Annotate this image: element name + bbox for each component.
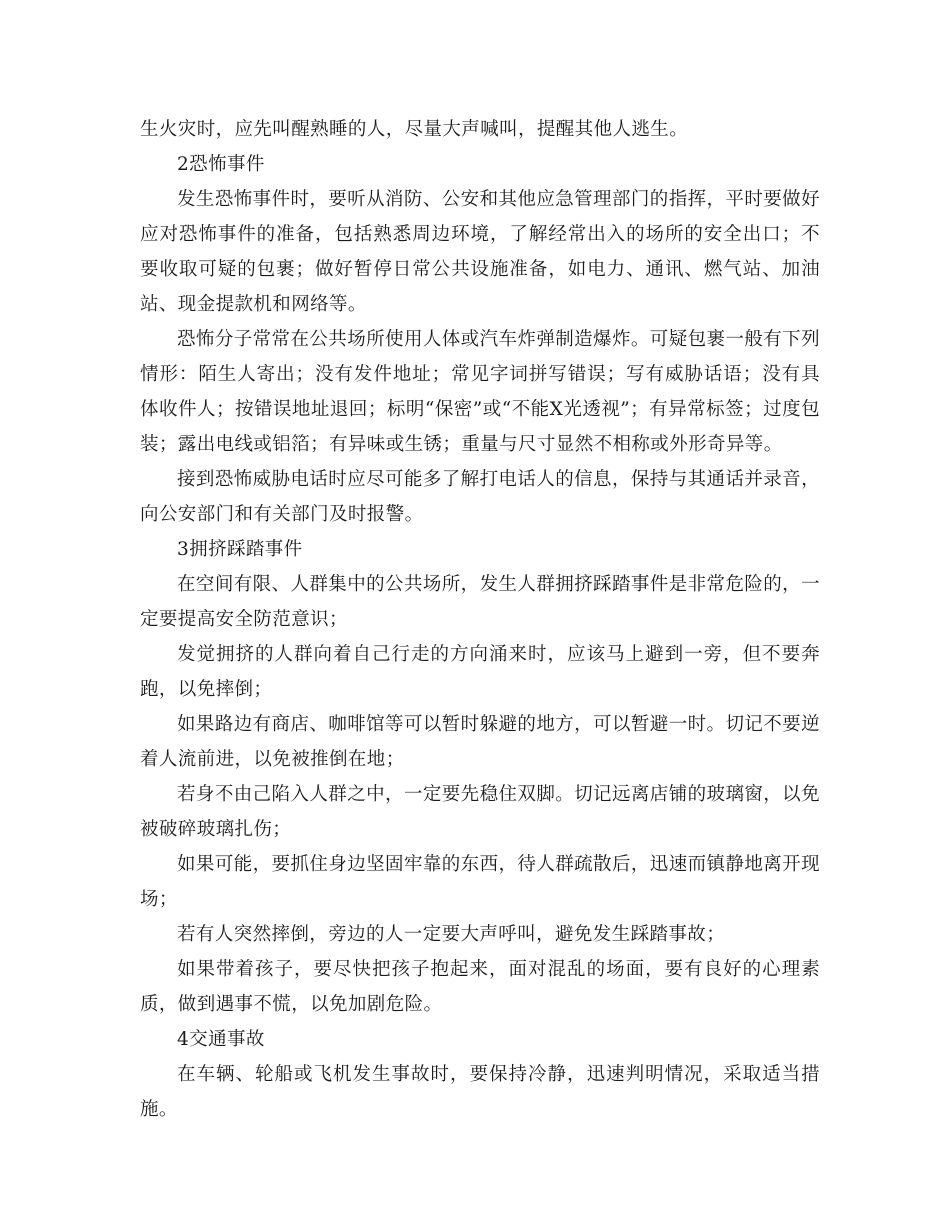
paragraph-traffic-calm: 在车辆、轮船或飞机发生事故时，要保持冷静，迅速判明情况，采取适当措施。: [140, 1064, 820, 1120]
paragraph-suspicious-packages: 恐怖分子常常在公共场所使用人体或汽车炸弹制造爆炸。可疑包裹一般有下列情形：陌生人寄出；没有发件地址；常见字词拼写错误；写有威胁话语；没有具体收件人；按错误地址退回；标明“保密”或“不能X光透视”；有异常标签；过度包装；露出电线或铝箔；有异味或生锈；重量与尺寸显然不相称或外形奇异等。: [140, 329, 820, 455]
paragraph-stampede-hold: 如果可能，要抓住身边坚固牢靠的东西，待人群疏散后，迅速而镇静地离开现场；: [140, 854, 820, 910]
paragraph-stampede-avoid: 发觉拥挤的人群向着自己行走的方向涌来时，应该马上避到一旁，但不要奔跑，以免摔倒；: [140, 644, 820, 700]
section-heading-terror-events: 2恐怖事件: [177, 154, 265, 175]
paragraph-threat-calls: 接到恐怖威胁电话时应尽可能多了解打电话人的信息，保持与其通话并录音，向公安部门和有关部门及时报警。: [140, 469, 820, 525]
section-heading-stampede: 3拥挤踩踏事件: [177, 539, 303, 560]
paragraph-stampede-awareness: 在空间有限、人群集中的公共场所，发生人群拥挤踩踏事件是非常危险的，一定要提高安全防范意识；: [140, 574, 820, 630]
document-body: [140, 112, 820, 1127]
paragraph-terror-preparation: 发生恐怖事件时，要听从消防、公安和其他应急管理部门的指挥，平时要做好应对恐怖事件的准备，包括熟悉周边环境，了解经常出入的场所的安全出口；不要收取可疑的包裹；做好暂停日常公共设施准备，如电力、通讯、燃气站、加油站、现金提款机和网络等。: [140, 189, 820, 315]
paragraph-fire-escape-continued: 生火灾时，应先叫醒熟睡的人，尽量大声喊叫，提醒其他人逃生。: [140, 119, 689, 140]
paragraph-stampede-children: 如果带着孩子，要尽快把孩子抱起来，面对混乱的场面，要有良好的心理素质，做到遇事不慌，以免加剧危险。: [140, 959, 820, 1015]
paragraph-stampede-steady: 若身不由己陷入人群之中，一定要先稳住双脚。切记远离店铺的玻璃窗，以免被破碎玻璃扎伤；: [140, 784, 820, 840]
paragraph-stampede-shout: 若有人突然摔倒，旁边的人一定要大声呼叫，避免发生踩踏事故；: [177, 924, 726, 945]
section-heading-traffic-accidents: 4交通事故: [177, 1029, 265, 1050]
paragraph-stampede-shelter: 如果路边有商店、咖啡馆等可以暂时躲避的地方，可以暂避一时。切记不要逆着人流前进，以免被推倒在地；: [140, 714, 820, 770]
